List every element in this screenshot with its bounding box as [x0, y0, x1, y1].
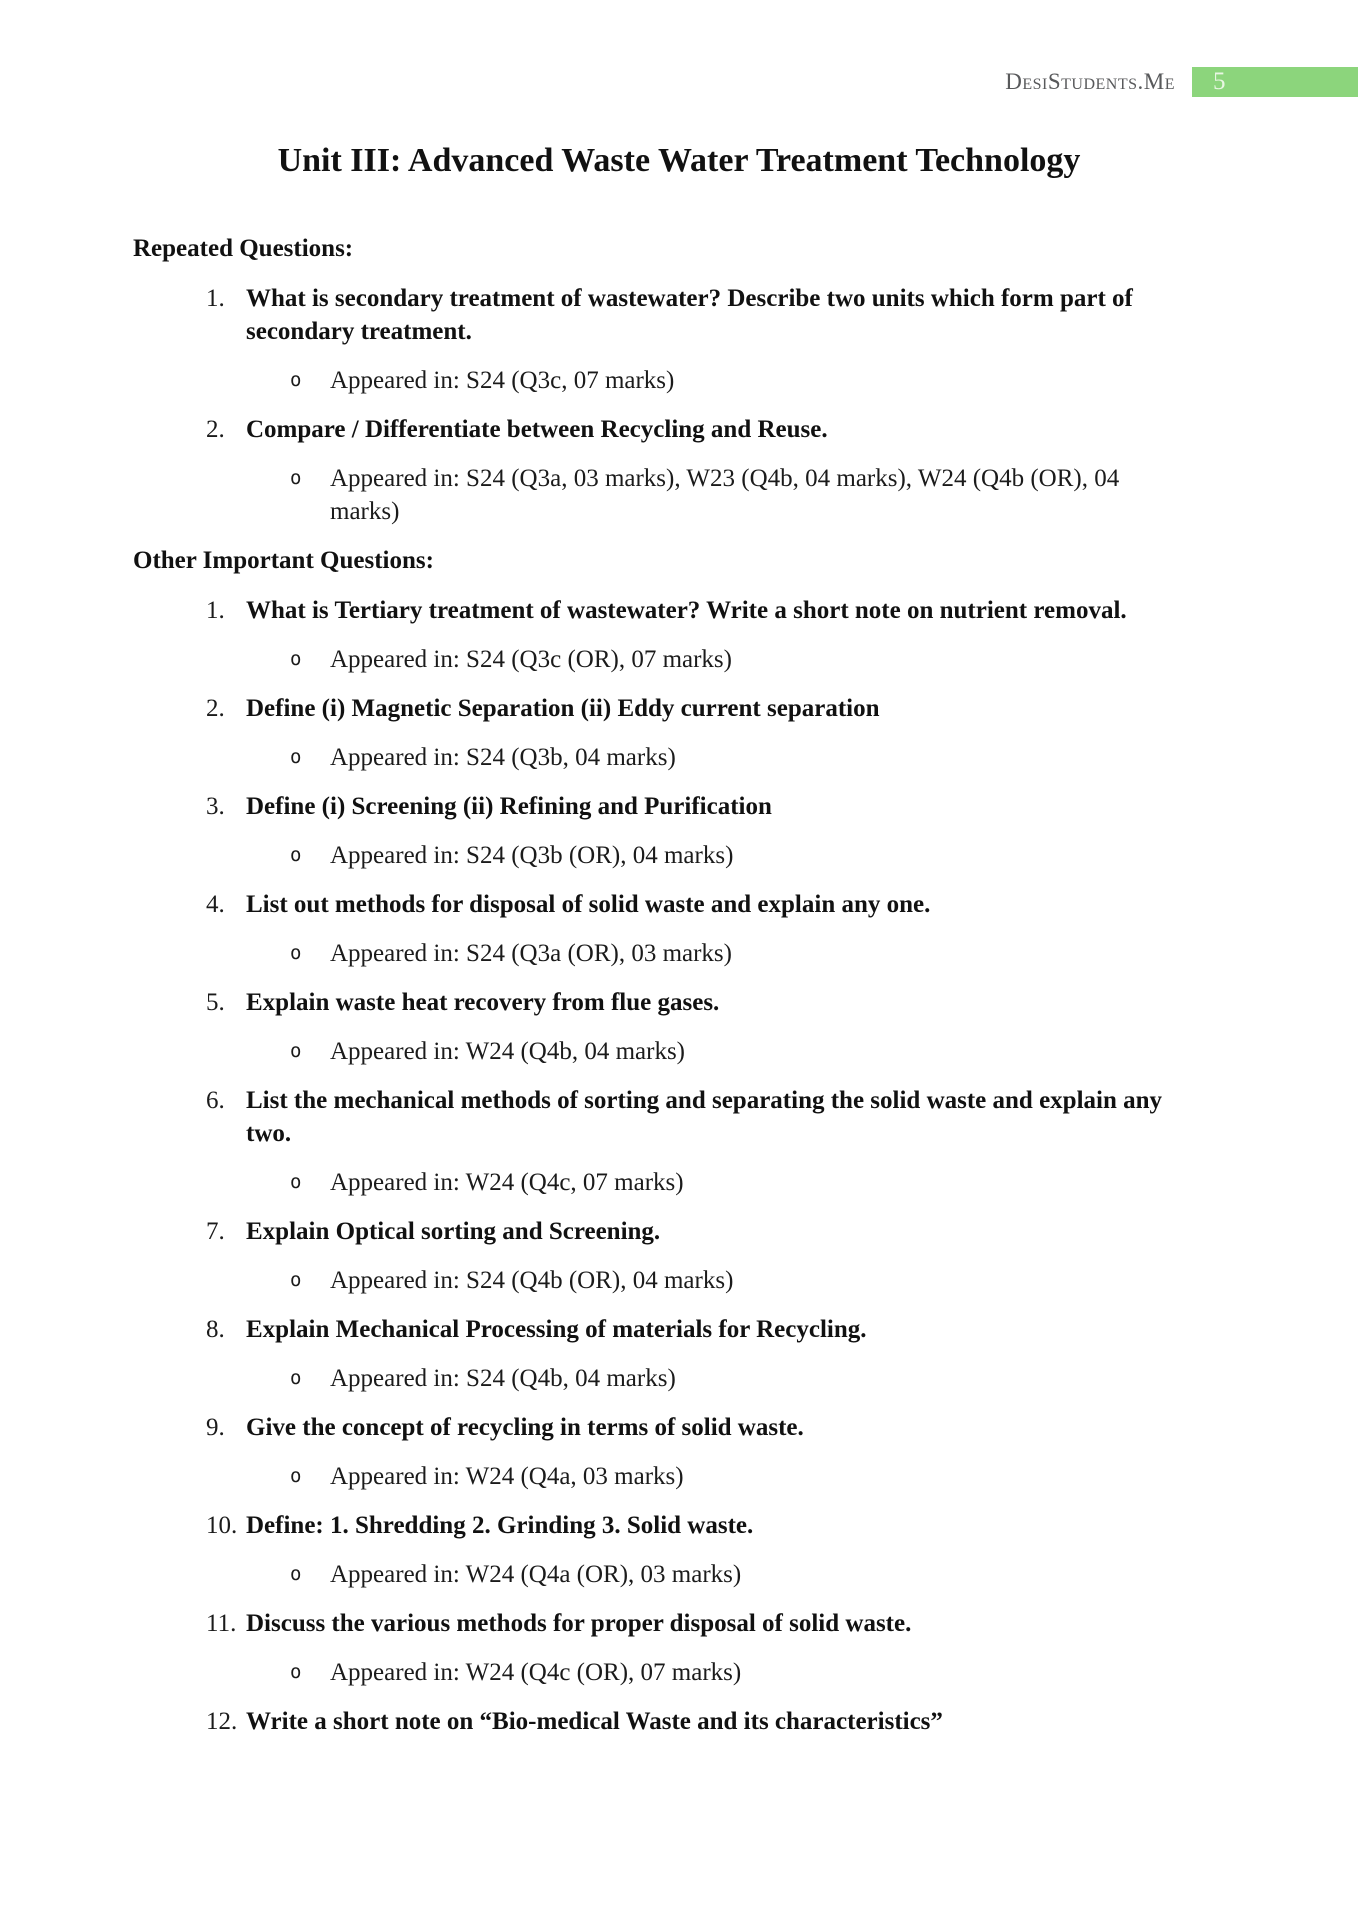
circle-bullet-marker: o	[290, 746, 302, 768]
appearance-text: Appeared in: S24 (Q3b, 04 marks)	[330, 744, 676, 771]
circle-bullet-marker: o	[290, 844, 302, 866]
question-number: 6.	[206, 1087, 225, 1114]
appearance-text: Appeared in: S24 (Q3c, 07 marks)	[330, 367, 675, 394]
question-item	[133, 413, 1225, 446]
circle-bullet-marker: o	[290, 648, 302, 670]
question-number: 4.	[206, 891, 225, 918]
question-number: 8.	[206, 1316, 225, 1343]
question-item	[133, 692, 1225, 725]
circle-bullet-marker: o	[290, 467, 302, 489]
question-text: Explain Optical sorting and Screening.	[246, 1218, 661, 1245]
question-text: Define (i) Magnetic Separation (ii) Eddy current separation	[246, 695, 880, 722]
appearance-row	[133, 1362, 1225, 1395]
question-text: Write a short note on “Bio-medical Waste and its characteristics”	[246, 1708, 943, 1735]
question-number: 3.	[206, 793, 225, 820]
question-number: 9.	[206, 1414, 225, 1441]
section-heading-repeated-questions: Repeated Questions:	[133, 235, 354, 262]
question-item	[133, 594, 1225, 627]
question-number: 1.	[206, 285, 225, 312]
question-item	[133, 1607, 1225, 1640]
question-item	[133, 1705, 1225, 1738]
appearance-text: Appeared in: W24 (Q4c, 07 marks)	[330, 1169, 684, 1196]
document-title: Unit III: Advanced Waste Water Treatment Technology	[277, 142, 1081, 179]
appearance-row	[133, 839, 1225, 872]
appearance-row	[133, 1656, 1225, 1689]
question-text: Compare / Differentiate between Recycling and Reuse.	[246, 416, 828, 443]
question-text: Explain Mechanical Processing of materials for Recycling.	[246, 1316, 867, 1343]
page-number-badge	[1192, 67, 1358, 97]
appearance-row	[133, 643, 1225, 676]
appearance-text: Appeared in: S24 (Q4b, 04 marks)	[330, 1365, 676, 1392]
question-number: 7.	[206, 1218, 225, 1245]
circle-bullet-marker: o	[290, 369, 302, 391]
document-content	[133, 140, 1225, 1738]
question-text: Define (i) Screening (ii) Refining and Purification	[246, 793, 772, 820]
question-number: 5.	[206, 989, 225, 1016]
question-item	[133, 888, 1225, 921]
appearance-row	[133, 1460, 1225, 1493]
appearance-row	[133, 937, 1225, 970]
appearance-text: Appeared in: W24 (Q4a, 03 marks)	[330, 1463, 684, 1490]
appearance-text: Appeared in: W24 (Q4b, 04 marks)	[330, 1038, 686, 1065]
question-item	[133, 1313, 1225, 1346]
circle-bullet-marker: o	[290, 1269, 302, 1291]
appearance-row	[133, 462, 1225, 528]
question-number: 11.	[206, 1610, 237, 1637]
appearance-row	[133, 1558, 1225, 1591]
question-number: 2.	[206, 695, 225, 722]
question-text: List the mechanical methods of sorting and separating the solid waste and explain any two.	[246, 1087, 1163, 1147]
appearance-text: Appeared in: S24 (Q4b (OR), 04 marks)	[330, 1267, 734, 1294]
site-name: DesiStudents.Me	[1005, 69, 1175, 94]
question-number: 12.	[206, 1708, 238, 1735]
appearance-row	[133, 741, 1225, 774]
question-item	[133, 1411, 1225, 1444]
question-item	[133, 790, 1225, 823]
section-heading-other-important-questions: Other Important Questions:	[133, 547, 434, 574]
question-text: Define: 1. Shredding 2. Grinding 3. Solid waste.	[246, 1512, 754, 1539]
question-text: What is Tertiary treatment of wastewater? Write a short note on nutrient removal.	[246, 597, 1127, 624]
question-item	[133, 986, 1225, 1019]
appearance-text: Appeared in: S24 (Q3a (OR), 03 marks)	[330, 940, 732, 967]
circle-bullet-marker: o	[290, 1563, 302, 1585]
appearance-row	[133, 364, 1225, 397]
appearance-row	[133, 1264, 1225, 1297]
question-number: 10.	[206, 1512, 238, 1539]
question-item	[133, 1509, 1225, 1542]
question-text: Explain waste heat recovery from flue gases.	[246, 989, 720, 1016]
circle-bullet-marker: o	[290, 942, 302, 964]
appearance-row	[133, 1166, 1225, 1199]
appearance-text: Appeared in: W24 (Q4c (OR), 07 marks)	[330, 1659, 742, 1686]
circle-bullet-marker: o	[290, 1465, 302, 1487]
circle-bullet-marker: o	[290, 1367, 302, 1389]
question-text: List out methods for disposal of solid waste and explain any one.	[246, 891, 931, 918]
appearance-row	[133, 1035, 1225, 1068]
appearance-text: Appeared in: W24 (Q4a (OR), 03 marks)	[330, 1561, 742, 1588]
appearance-text: Appeared in: S24 (Q3b (OR), 04 marks)	[330, 842, 734, 869]
question-text: Give the concept of recycling in terms of solid waste.	[246, 1414, 804, 1441]
question-item	[133, 282, 1225, 348]
question-number: 2.	[206, 416, 225, 443]
page-number: 5	[1213, 68, 1226, 95]
question-text: What is secondary treatment of wastewater? Describe two units which form part of secondary treatment.	[246, 285, 1133, 345]
circle-bullet-marker: o	[290, 1661, 302, 1683]
appearance-text: Appeared in: S24 (Q3a, 03 marks), W23 (Q4b, 04 marks), W24 (Q4b (OR), 04 marks)	[330, 465, 1120, 525]
question-item	[133, 1215, 1225, 1248]
question-item	[133, 1084, 1225, 1150]
circle-bullet-marker: o	[290, 1040, 302, 1062]
circle-bullet-marker: o	[290, 1171, 302, 1193]
appearance-text: Appeared in: S24 (Q3c (OR), 07 marks)	[330, 646, 732, 673]
question-number: 1.	[206, 597, 225, 624]
page-header	[1005, 67, 1358, 97]
question-text: Discuss the various methods for proper disposal of solid waste.	[246, 1610, 912, 1637]
